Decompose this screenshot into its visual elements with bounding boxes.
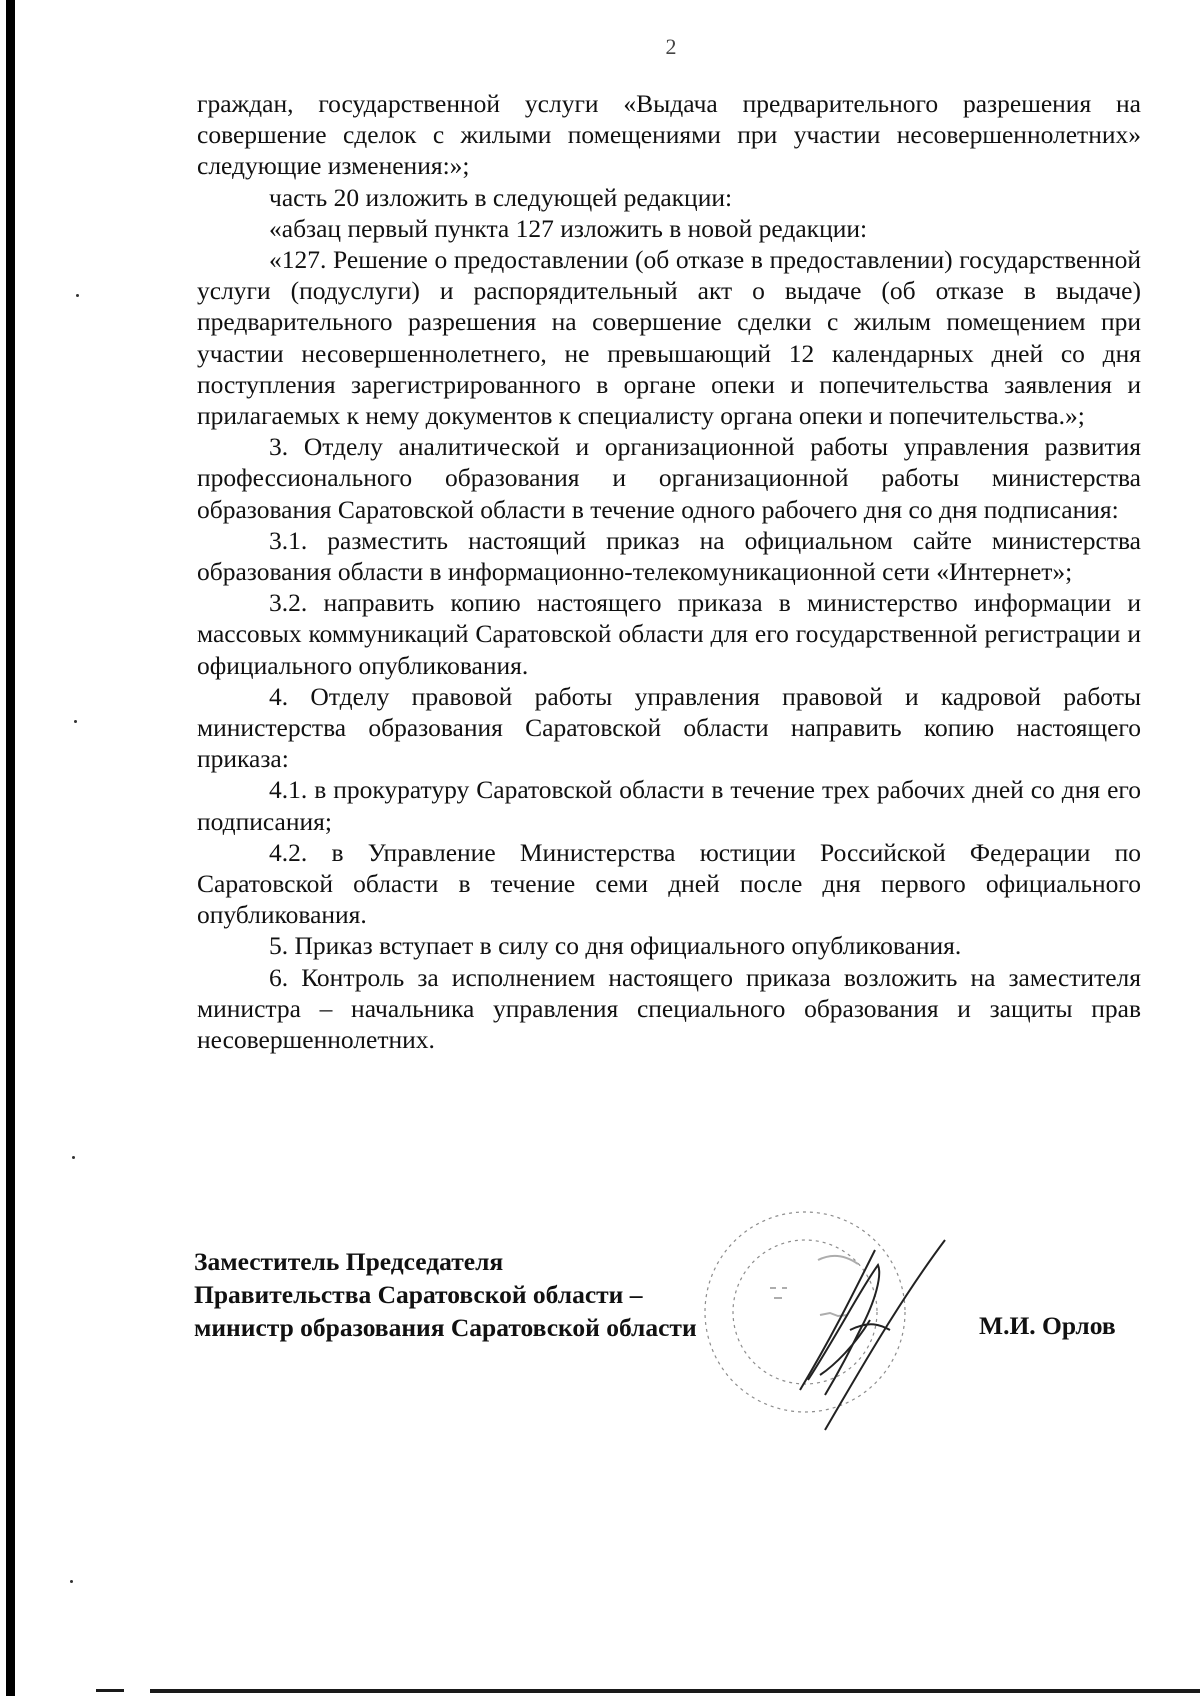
- document-paragraph: 3. Отделу аналитической и организационной работы управления развития профессионального образования и организационной работы министерства образования Саратовской области в течение одного рабочего дня со дня подписания:: [197, 432, 1141, 524]
- signer-title-line-2: Правительства Саратовской области –: [194, 1280, 643, 1309]
- scan-bottom-edge-fragment: [96, 1689, 124, 1692]
- document-paragraph: 3.2. направить копию настоящего приказа в министерство информации и массовых коммуникаций Саратовской области для его государственной регистрации и официального опубликования.: [197, 588, 1141, 680]
- signature-block: [194, 1245, 697, 1344]
- scan-left-edge: [6, 0, 15, 1696]
- document-paragraph: граждан, государственной услуги «Выдача предварительного разрешения на совершение сделок с жилыми помещениями при участии несовершеннолетних» следующие изменения:»;: [197, 89, 1141, 181]
- signer-name: М.И. Орлов: [979, 1311, 1116, 1340]
- document-paragraph: 6. Контроль за исполнением настоящего приказа возложить на заместителя министра – начальника управления специального образования и защиты прав несовершеннолетних.: [197, 962, 1141, 1055]
- document-paragraph: «127. Решение о предоставлении (об отказе в предоставлении) государственной услуги (подуслуги) и распорядительный акт о выдаче (об отказе в выдаче) предварительного разрешения на совершение сделки с жилым помещением при участии несовершеннолетнего, не превышающий 12 календарных дней со дня поступления зарегистрированного в органе опеки и попечительства заявления и прилагаемых к нему документов к специалисту органа опеки и попечительства.»;: [197, 245, 1141, 431]
- signer-title-line-3: министр образования Саратовской области: [194, 1313, 697, 1342]
- document-paragraph: 3.1. разместить настоящий приказ на официальном сайте министерства образования области в информационно-телекомуникационной сети «Интернет»;: [197, 525, 1141, 587]
- scan-speck: [70, 1580, 73, 1583]
- scan-speck: [76, 294, 79, 297]
- document-paragraph: 4.2. в Управление Министерства юстиции Российской Федерации по Саратовской области в течение семи дней после дня первого официального опубликования.: [197, 837, 1141, 930]
- document-paragraph: часть 20 изложить в следующей редакции:: [269, 182, 733, 212]
- document-paragraph: 5. Приказ вступает в силу со дня официального опубликования.: [269, 931, 962, 961]
- official-stamp-and-signature: [700, 1180, 1020, 1440]
- signer-title-line-1: Заместитель Председателя: [194, 1247, 504, 1276]
- document-paragraph: 4.1. в прокуратуру Саратовской области в течение трех рабочих дней со дня его подписания;: [197, 775, 1141, 836]
- page-number: 2: [665, 34, 677, 59]
- document-paragraph: «абзац первый пункта 127 изложить в новой редакции:: [269, 213, 868, 243]
- document-body: [197, 88, 1141, 1055]
- scan-bottom-edge: [150, 1689, 1200, 1693]
- scan-speck: [74, 720, 77, 723]
- document-paragraph: 4. Отделу правовой работы управления правовой и кадровой работы министерства образования Саратовской области направить копию настоящего приказа:: [197, 681, 1141, 774]
- scan-speck: [72, 1156, 75, 1159]
